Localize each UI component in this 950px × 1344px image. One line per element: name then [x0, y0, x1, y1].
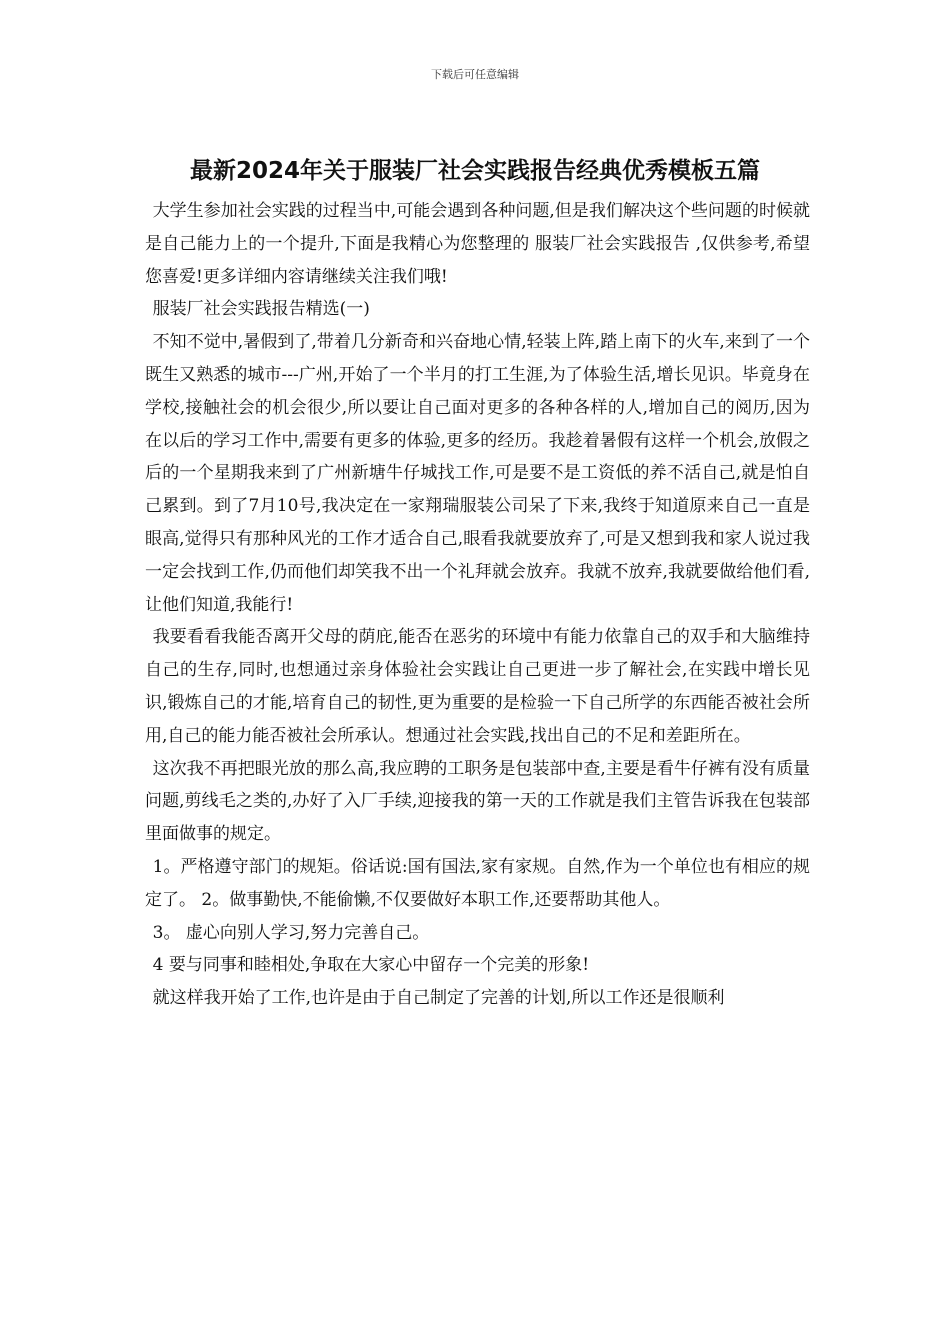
document-title: 最新2024年关于服装厂社会实践报告经典优秀模板五篇 — [189, 158, 760, 184]
rule-item: 1。严格遵守部门的规矩。俗话说:国有国法,家有家规。自然,作为一个单位也有相应的规定了。 2。做事勤快,不能偷懒,不仅要做好本职工作,还要帮助其他人。 — [145, 856, 810, 910]
header-note: 下载后可任意编辑 — [431, 68, 519, 81]
section-heading: 服装厂社会实践报告精选(一) — [152, 299, 370, 320]
document-body — [145, 195, 810, 1015]
paragraph-intro: 大学生参加社会实践的过程当中,可能会遇到各种问题,但是我们解决这个些问题的时候就是自己能力上的一个提升,下面是我精心为您整理的 服装厂社会实践报告 ,仅供参考,希望您喜爱!更多详细内容请继续关注我们哦! — [145, 201, 810, 287]
rule-item: 4 要与同事和睦相处,争取在大家心中留存一个完美的形象! — [152, 955, 590, 976]
paragraph: 我要看看我能否离开父母的荫庇,能否在恶劣的环境中有能力依靠自己的双手和大脑维持自己的生存,同时,也想通过亲身体验社会实践让自己更进一步了解社会,在实践中增长见识,锻炼自己的才能,培育自己的韧性,更为重要的是检验一下自己所学的东西能否被社会所用,自己的能力能否被社会所承认。想通过社会实践,找出自己的不足和差距所在。 — [145, 627, 810, 746]
paragraph: 这次我不再把眼光放的那么高,我应聘的工职务是包装部中查,主要是看牛仔裤有没有质量问题,剪线毛之类的,办好了入厂手续,迎接我的第一天的工作就是我们主管告诉我在包装部里面做事的规定。 — [145, 758, 810, 845]
rule-item: 3。 虚心向别人学习,努力完善自己。 — [152, 922, 430, 943]
paragraph: 就这样我开始了工作,也许是由于自己制定了完善的计划,所以工作还是很顺利 — [152, 988, 725, 1009]
paragraph: 不知不觉中,暑假到了,带着几分新奇和兴奋地心情,轻装上阵,踏上南下的火车,来到了一个既生又熟悉的城市---广州,开始了一个半月的打工生涯,为了体验生活,增长见识。毕竟身在学校,接触社会的机会很少,所以要让自己面对更多的各种各样的人,增加自己的阅历,因为在以后的学习工作中,需要有更多的体验,更多的经历。我趁着暑假有这样一个机会,放假之后的一个星期我来到了广州新塘牛仔城找工作,可是要不是工资低的养不活自己,就是怕自己累到。到了7月10号,我决定在一家翔瑞服装公司呆了下来,我终于知道原来自己一直是眼高,觉得只有那种风光的工作才适合自己,眼看我就要放弃了,可是又想到我和家人说过我一定会找到工作,仍而他们却笑我不出一个礼拜就会放弃。我就不放弃,我就要做给他们看,让他们知道,我能行! — [145, 332, 810, 615]
